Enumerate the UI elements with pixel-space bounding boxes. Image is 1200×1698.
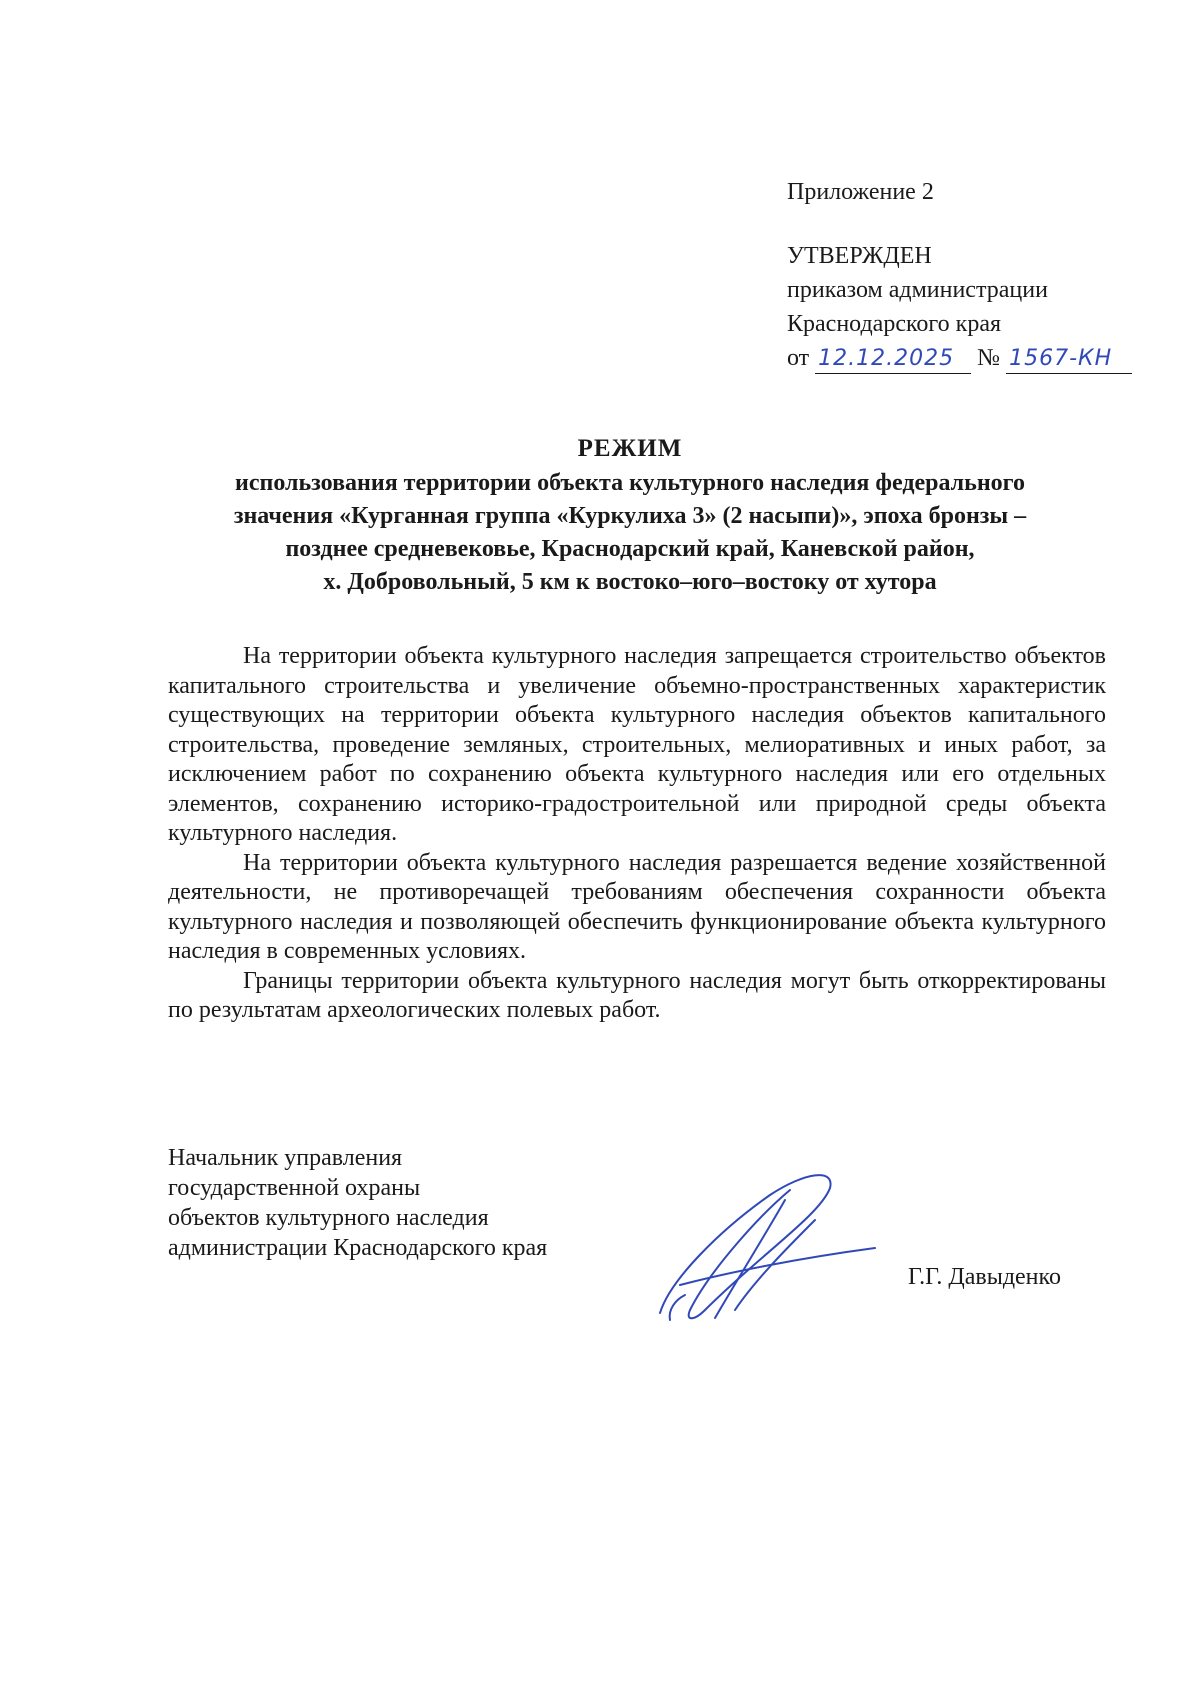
document-subtitle xyxy=(140,467,1120,599)
number-prefix: № xyxy=(977,345,1001,371)
subtitle-line: значения «Курганная группа «Куркулиха 3» (2 насыпи)», эпоха бронзы – xyxy=(233,503,1027,529)
handwritten-date: 12.12.2025 xyxy=(818,346,955,371)
position-line: Начальник управления xyxy=(168,1145,403,1171)
document-body xyxy=(168,642,1106,1026)
approved-label: УТВЕРЖДЕН xyxy=(787,243,932,269)
approval-date-number-line xyxy=(787,341,1132,375)
paragraph-boundaries: Границы территории объекта культурного наследия могут быть откорректированы по результатам археологических полевых работ. xyxy=(168,967,1106,1023)
subtitle-line: использования территории объекта культурного наследия федерального xyxy=(235,470,1025,496)
approval-block xyxy=(787,175,1132,375)
position-line: администрации Краснодарского края xyxy=(168,1235,548,1261)
subtitle-line: х. Добровольный, 5 км к востоко–юго–востоку от хутора xyxy=(323,569,937,595)
date-blank xyxy=(815,344,971,374)
date-prefix: от xyxy=(787,345,810,371)
handwritten-number: 1567-КН xyxy=(1009,346,1113,371)
position-line: государственной охраны xyxy=(168,1175,421,1201)
position-line: объектов культурного наследия xyxy=(168,1205,489,1231)
subtitle-line: позднее средневековье, Краснодарский край, Каневской район, xyxy=(285,536,975,562)
approval-region-line: Краснодарского края xyxy=(787,311,1002,337)
handwritten-signature xyxy=(640,1160,890,1330)
paragraph-prohibitions: На территории объекта культурного наследия запрещается строительство объектов капитального строительства и увеличение объемно-пространственных характеристик существующих на территории объекта культурного наследия объектов капитального строительства, проведение земляных, строительных, мелиоративных и иных работ, за исключением работ по сохранению объекта культурного наследия или его отдельных элементов, сохранению историко-градостроительной или природной среды объекта культурного наследия. xyxy=(168,643,1106,846)
approval-order-line: приказом администрации xyxy=(787,277,1048,303)
document-title: РЕЖИМ xyxy=(577,435,683,462)
document-title-block xyxy=(140,432,1120,599)
signatory-name: Г.Г. Давыденко xyxy=(908,1264,1061,1290)
number-blank xyxy=(1006,344,1132,374)
signatory-position xyxy=(168,1143,547,1263)
paragraph-permissions: На территории объекта культурного наследия разрешается ведение хозяйственной деятельности, не противоречащей требованиям обеспечения сохранности объекта культурного наследия и позволяющей обеспечить функционирование объекта культурного наследия в современных условиях. xyxy=(168,849,1106,964)
appendix-label: Приложение 2 xyxy=(787,179,934,205)
